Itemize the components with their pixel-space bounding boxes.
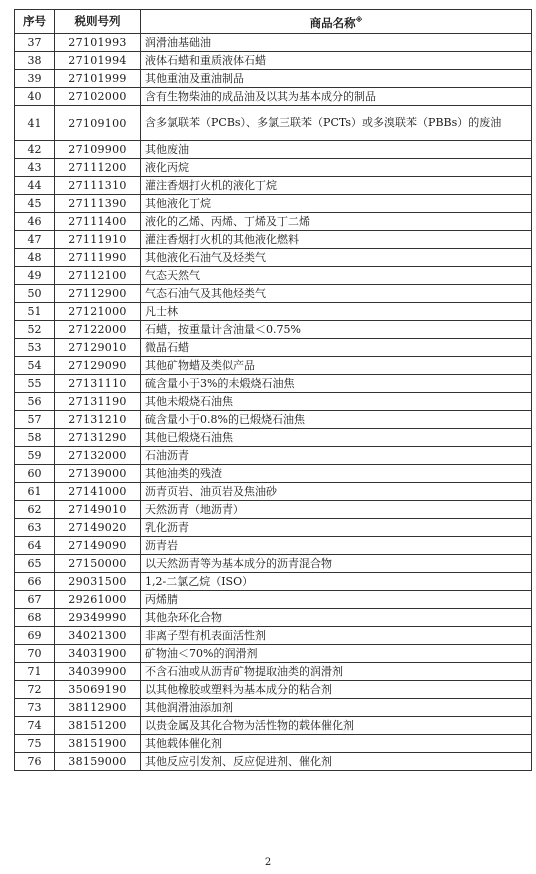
table-row: [15, 681, 532, 699]
table-body: [15, 34, 532, 771]
product-name-cell: 天然沥青（地沥青）: [141, 501, 532, 519]
header-footnote-mark: ※: [355, 15, 363, 24]
serial-number-cell: 50: [15, 285, 55, 303]
table-row: [15, 375, 532, 393]
product-name-cell: 液化的乙烯、丙烯、丁烯及丁二烯: [141, 213, 532, 231]
product-name-cell: 液体石蜡和重质液体石蜡: [141, 52, 532, 70]
table-row: [15, 267, 532, 285]
product-name-cell: 不含石油或从沥青矿物提取油类的润滑剂: [141, 663, 532, 681]
tariff-code-cell: 27141000: [55, 483, 141, 501]
table-row: [15, 519, 532, 537]
serial-number-cell: 44: [15, 177, 55, 195]
table-row: [15, 537, 532, 555]
product-name-cell: 含有生物柴油的成品油及以其为基本成分的制品: [141, 88, 532, 106]
header-product-name: [141, 10, 532, 34]
table-row: [15, 213, 532, 231]
product-name-cell: 石蜡，按重量计含油量＜0.75%: [141, 321, 532, 339]
product-name-cell: 其他废油: [141, 141, 532, 159]
table-row: [15, 285, 532, 303]
tariff-code-cell: 27112900: [55, 285, 141, 303]
product-name-cell: 气态石油气及其他烃类气: [141, 285, 532, 303]
serial-number-cell: 60: [15, 465, 55, 483]
tariff-code-cell: 27149090: [55, 537, 141, 555]
serial-number-cell: 56: [15, 393, 55, 411]
tariff-code-cell: 27132000: [55, 447, 141, 465]
product-name-cell: 其他油类的残渣: [141, 465, 532, 483]
table-row: [15, 573, 532, 591]
header-tariff-code: 税则号列: [55, 10, 141, 34]
serial-number-cell: 41: [15, 106, 55, 141]
tariff-code-cell: 27122000: [55, 321, 141, 339]
tariff-code-cell: 38151200: [55, 717, 141, 735]
table-row: [15, 249, 532, 267]
product-name-cell: 硫含量小于0.8%的已煅烧石油焦: [141, 411, 532, 429]
tariff-code-cell: 27121000: [55, 303, 141, 321]
serial-number-cell: 63: [15, 519, 55, 537]
table-row: [15, 177, 532, 195]
serial-number-cell: 72: [15, 681, 55, 699]
tariff-code-cell: 27101999: [55, 70, 141, 88]
table-row: [15, 465, 532, 483]
table-row: [15, 627, 532, 645]
product-name-cell: 石油沥青: [141, 447, 532, 465]
product-name-cell: 以贵金属及其化合物为活性物的载体催化剂: [141, 717, 532, 735]
serial-number-cell: 53: [15, 339, 55, 357]
product-name-cell: 以天然沥青等为基本成分的沥青混合物: [141, 555, 532, 573]
serial-number-cell: 65: [15, 555, 55, 573]
table-row: [15, 141, 532, 159]
table-row: [15, 645, 532, 663]
tariff-code-cell: 27111310: [55, 177, 141, 195]
tariff-code-cell: 27101994: [55, 52, 141, 70]
serial-number-cell: 71: [15, 663, 55, 681]
serial-number-cell: 37: [15, 34, 55, 52]
table-row: [15, 52, 532, 70]
serial-number-cell: 66: [15, 573, 55, 591]
table-row: [15, 106, 532, 141]
product-name-cell: 其他液化丁烷: [141, 195, 532, 213]
tariff-code-cell: 34039900: [55, 663, 141, 681]
serial-number-cell: 48: [15, 249, 55, 267]
table-row: [15, 447, 532, 465]
table-row: [15, 591, 532, 609]
table-row: [15, 483, 532, 501]
tariff-code-cell: 29261000: [55, 591, 141, 609]
tariff-code-cell: 27129010: [55, 339, 141, 357]
serial-number-cell: 62: [15, 501, 55, 519]
serial-number-cell: 52: [15, 321, 55, 339]
serial-number-cell: 59: [15, 447, 55, 465]
tariff-code-cell: 27111910: [55, 231, 141, 249]
product-name-cell: 液化丙烷: [141, 159, 532, 177]
serial-number-cell: 57: [15, 411, 55, 429]
table-row: [15, 339, 532, 357]
table-row: [15, 70, 532, 88]
product-name-cell: 凡士林: [141, 303, 532, 321]
tariff-code-cell: 38151900: [55, 735, 141, 753]
serial-number-cell: 42: [15, 141, 55, 159]
tariff-code-cell: 27131110: [55, 375, 141, 393]
header-serial-number: 序号: [15, 10, 55, 34]
table-row: [15, 411, 532, 429]
page-number: 2: [264, 857, 272, 868]
table-row: [15, 34, 532, 52]
tariff-code-cell: 27111400: [55, 213, 141, 231]
tariff-code-cell: 27149020: [55, 519, 141, 537]
serial-number-cell: 64: [15, 537, 55, 555]
table-row: [15, 753, 532, 771]
tariff-code-cell: 34021300: [55, 627, 141, 645]
serial-number-cell: 43: [15, 159, 55, 177]
product-name-cell: 微晶石蜡: [141, 339, 532, 357]
header-row: [15, 10, 532, 34]
product-name-cell: 其他已煅烧石油焦: [141, 429, 532, 447]
serial-number-cell: 51: [15, 303, 55, 321]
tariff-code-cell: 27111200: [55, 159, 141, 177]
serial-number-cell: 61: [15, 483, 55, 501]
product-name-cell: 其他润滑油添加剂: [141, 699, 532, 717]
serial-number-cell: 70: [15, 645, 55, 663]
table-row: [15, 501, 532, 519]
product-name-cell: 1,2-二氯乙烷（ISO）: [141, 573, 532, 591]
table-header: [15, 10, 532, 34]
tariff-code-cell: 29031500: [55, 573, 141, 591]
tariff-code-cell: 35069190: [55, 681, 141, 699]
table-row: [15, 429, 532, 447]
serial-number-cell: 74: [15, 717, 55, 735]
product-name-cell: 丙烯腈: [141, 591, 532, 609]
serial-number-cell: 54: [15, 357, 55, 375]
product-name-cell: 其他载体催化剂: [141, 735, 532, 753]
tariff-code-cell: 27102000: [55, 88, 141, 106]
tariff-code-cell: 27131290: [55, 429, 141, 447]
table-row: [15, 231, 532, 249]
tariff-code-cell: 27101993: [55, 34, 141, 52]
table-row: [15, 321, 532, 339]
table-row: [15, 735, 532, 753]
tariff-code-cell: 27111390: [55, 195, 141, 213]
tariff-code-cell: 27112100: [55, 267, 141, 285]
product-name-cell: 其他未煅烧石油焦: [141, 393, 532, 411]
table-row: [15, 609, 532, 627]
tariff-code-cell: 27111990: [55, 249, 141, 267]
tariff-code-cell: 34031900: [55, 645, 141, 663]
product-name-cell: 沥青岩: [141, 537, 532, 555]
product-name-cell: 其他液化石油气及烃类气: [141, 249, 532, 267]
product-name-cell: 沥青页岩、油页岩及焦油砂: [141, 483, 532, 501]
table-row: [15, 195, 532, 213]
table-row: [15, 159, 532, 177]
product-name-cell: 气态天然气: [141, 267, 532, 285]
product-name-cell: 硫含量小于3%的未煅烧石油焦: [141, 375, 532, 393]
table-row: [15, 555, 532, 573]
serial-number-cell: 49: [15, 267, 55, 285]
serial-number-cell: 67: [15, 591, 55, 609]
serial-number-cell: 47: [15, 231, 55, 249]
tariff-code-cell: 27131190: [55, 393, 141, 411]
table-row: [15, 663, 532, 681]
serial-number-cell: 39: [15, 70, 55, 88]
table-row: [15, 699, 532, 717]
tariff-code-cell: 27150000: [55, 555, 141, 573]
product-name-cell: 其他矿物蜡及类似产品: [141, 357, 532, 375]
tariff-code-cell: 27149010: [55, 501, 141, 519]
tariff-code-cell: 27109100: [55, 106, 141, 141]
product-name-cell: 灌注香烟打火机的其他液化燃料: [141, 231, 532, 249]
table-row: [15, 717, 532, 735]
product-name-cell: 其他杂环化合物: [141, 609, 532, 627]
product-name-cell: 灌注香烟打火机的液化丁烷: [141, 177, 532, 195]
table-row: [15, 303, 532, 321]
product-name-cell: 矿物油＜70%的润滑剂: [141, 645, 532, 663]
product-name-cell: 其他反应引发剂、反应促进剂、催化剂: [141, 753, 532, 771]
serial-number-cell: 55: [15, 375, 55, 393]
tariff-code-cell: 27109900: [55, 141, 141, 159]
product-name-cell: 非离子型有机表面活性剂: [141, 627, 532, 645]
serial-number-cell: 45: [15, 195, 55, 213]
tariff-code-cell: 29349990: [55, 609, 141, 627]
serial-number-cell: 73: [15, 699, 55, 717]
product-name-cell: 润滑油基础油: [141, 34, 532, 52]
tariff-code-cell: 38159000: [55, 753, 141, 771]
serial-number-cell: 38: [15, 52, 55, 70]
serial-number-cell: 68: [15, 609, 55, 627]
table-row: [15, 357, 532, 375]
serial-number-cell: 69: [15, 627, 55, 645]
product-name-cell: 含多氯联苯（PCBs）、多氯三联苯（PCTs）或多溴联苯（PBBs）的废油: [141, 106, 532, 141]
tariff-table: [14, 9, 532, 771]
serial-number-cell: 40: [15, 88, 55, 106]
serial-number-cell: 75: [15, 735, 55, 753]
table-row: [15, 393, 532, 411]
tariff-code-cell: 27131210: [55, 411, 141, 429]
tariff-code-cell: 27139000: [55, 465, 141, 483]
header-product-name-label: 商品名称: [309, 15, 356, 30]
product-name-cell: 乳化沥青: [141, 519, 532, 537]
serial-number-cell: 58: [15, 429, 55, 447]
serial-number-cell: 46: [15, 213, 55, 231]
product-name-cell: 以其他橡胶或塑料为基本成分的粘合剂: [141, 681, 532, 699]
serial-number-cell: 76: [15, 753, 55, 771]
tariff-code-cell: 27129090: [55, 357, 141, 375]
table-row: [15, 88, 532, 106]
tariff-code-cell: 38112900: [55, 699, 141, 717]
product-name-cell: 其他重油及重油制品: [141, 70, 532, 88]
